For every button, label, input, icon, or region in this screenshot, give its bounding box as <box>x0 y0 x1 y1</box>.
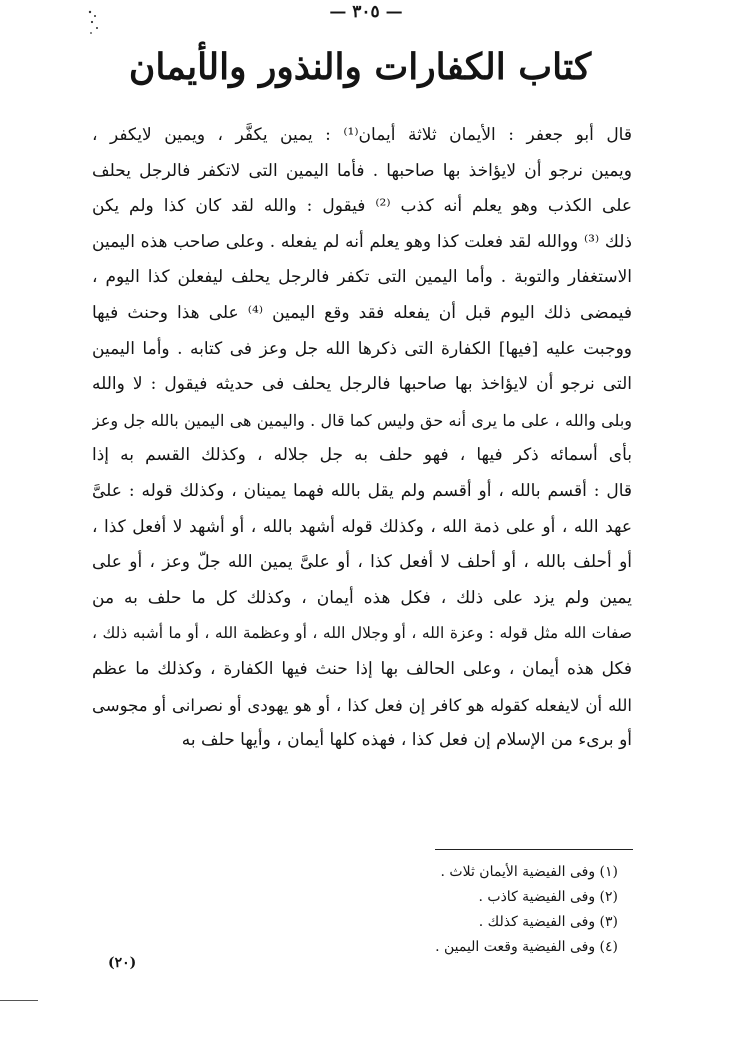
body-line: الاستغفار والتوبة . وأما اليمين التى تكفر فالرجل يحلف ليفعلن كذا اليوم ، <box>92 267 632 288</box>
body-line: صفات الله مثل قوله : وعزة الله ، أو وجلال الله ، أو وعظمة الله ، أو ما أشبه ذلك ، <box>92 624 632 643</box>
body-line: ووجبت عليه [فيها] الكفارة التى ذكرها الله جل وعز فى كتابه . وأما اليمين <box>92 338 632 359</box>
footnote: (١) وفى الفيضية الأيمان ثلاث . <box>440 864 618 880</box>
footnote-divider <box>435 849 633 850</box>
body-line: عهد الله ، أو على ذمة الله ، وكذلك قوله أشهد بالله ، أو أشهد لا أفعل كذا ، <box>92 516 632 537</box>
body-line: قال : أقسم بالله ، أو أقسم ولم يقل بالله فهما يمينان ، وكذلك قوله : علىَّ <box>92 480 632 501</box>
body-line: فكل هذه أيمان ، وعلى الحالف بها إذا حنث فيها الكفارة ، وكذلك ما عظم <box>92 658 632 679</box>
body-line: ذلك ⁽³⁾ ووالله لقد فعلت كذا وهو يعلم أنه لم يفعله . وعلى صاحب هذه اليمين <box>92 231 632 252</box>
footnote: (٤) وفى الفيضية وقعت اليمين . <box>435 939 618 955</box>
body-line: الله أن لايفعله كقوله هو كافر إن فعل كذا ، أو هو يهودى أو نصرانى أو مجوسى <box>92 695 632 715</box>
body-line: أو برىء من الإسلام إن فعل كذا ، فهذه كلها أيمان ، وأيها حلف به <box>181 730 632 751</box>
body-line: على الكذب وهو يعلم أنه كذب ⁽²⁾ فيقول : والله لقد كان كذا ولم يكن <box>92 196 632 217</box>
body-line: يمين ولم يزد على ذلك ، فكل هذه أيمان ، وكذلك كل ما حلف به من <box>92 587 632 608</box>
body-line: قال أبو جعفر : الأيمان ثلاثة أيمان⁽¹⁾ : يمين يكفَّر ، ويمين لايكفر ، <box>92 125 632 145</box>
sheet-signature-mark: (٢٠) <box>108 955 137 971</box>
body-line: التى نرجو أن لايؤاخذ بها صاحبها فالرجل يحلف فى حديثه فيقول : لا والله <box>92 374 632 395</box>
page-title: كتاب الكفارات والنذور والأيمان <box>128 46 592 88</box>
body-line: أو أحلف بالله ، أو أحلف لا أفعل كذا ، أو علىَّ يمين الله جلّ وعز ، أو على <box>92 552 632 573</box>
body-text <box>92 118 632 759</box>
scan-edge-line <box>0 1000 38 1001</box>
body-line: ويمين نرجو أن لايؤاخذ بها صاحبها . فأما اليمين التى لاتكفر فالرجل يحلف <box>92 160 632 181</box>
footnotes <box>300 860 618 960</box>
body-line: وبلى والله ، على ما يرى أنه حق وليس كما قال . واليمين هى اليمين بالله جل وعز <box>92 410 632 430</box>
body-line: بأى أسمائه ذكر فيها ، فهو حلف به جل جلاله ، وكذلك القسم به إذا <box>92 445 632 466</box>
footnote: (٢) وفى الفيضية كاذب . <box>478 889 618 905</box>
page-number: — ٣٠٥ — <box>329 2 403 22</box>
body-line: فيمضى ذلك اليوم قبل أن يفعله فقد وقع اليمين ⁽⁴⁾ على هذا وحنث فيها <box>92 302 632 323</box>
footnote: (٣) وفى الفيضية كذلك . <box>478 914 618 930</box>
